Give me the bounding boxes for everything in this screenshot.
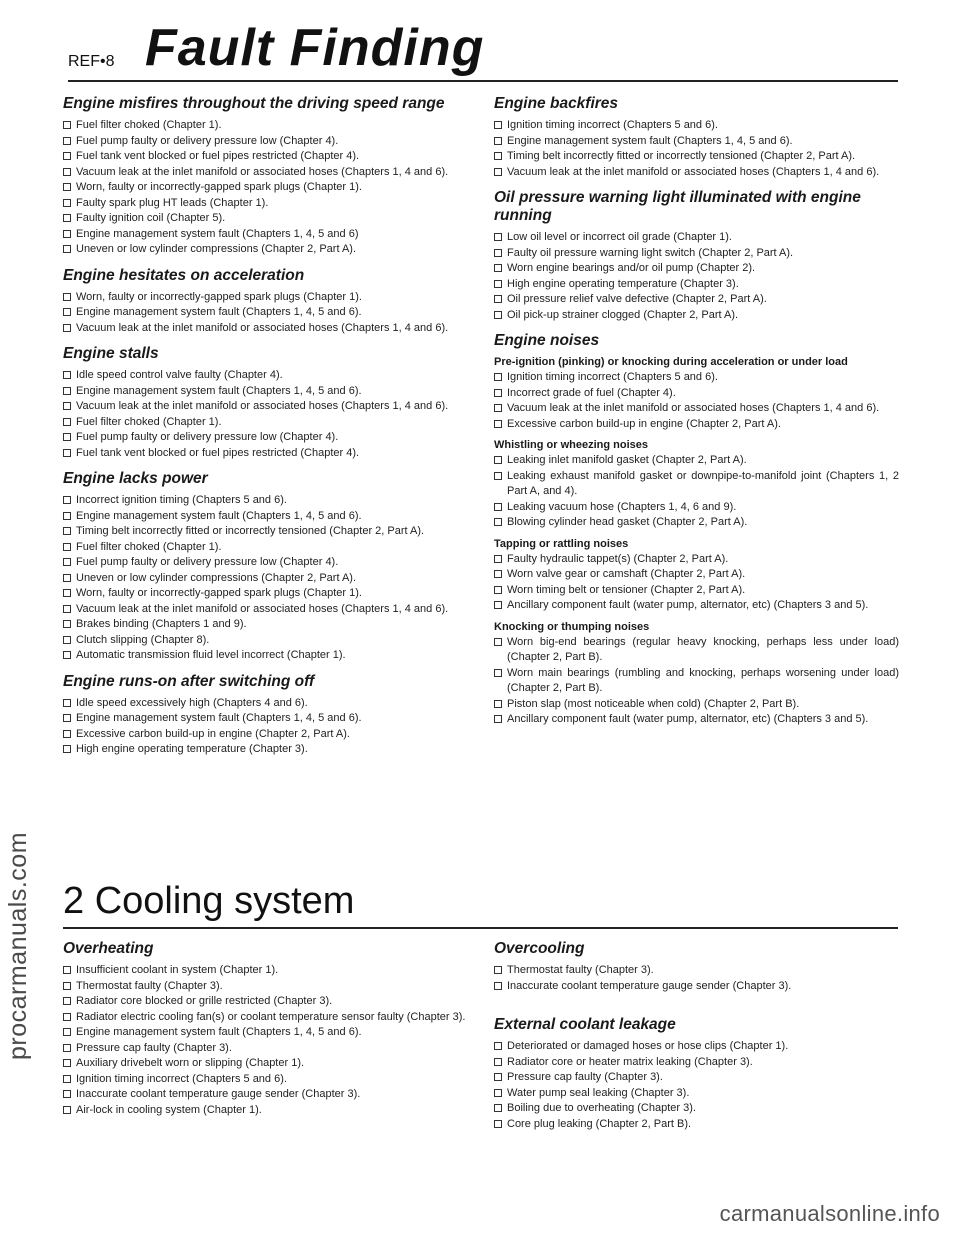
- item-text: Uneven or low cylinder compressions (Chapter 2, Part A).: [76, 243, 357, 255]
- checkbox-icon: [63, 418, 71, 426]
- item-text: Leaking exhaust manifold gasket or downpipe-to-manifold joint (Chapters 1, 2 Part A, and 4).: [507, 469, 899, 497]
- checklist: [494, 453, 899, 531]
- checkbox-icon: [63, 214, 71, 222]
- checkbox-icon: [63, 620, 71, 628]
- checklist-item: [494, 292, 899, 308]
- cooling-right-column: [494, 940, 899, 1132]
- item-text: Pressure cap faulty (Chapter 3).: [507, 1071, 663, 1083]
- checkbox-icon: [494, 121, 502, 129]
- section-runs-on: [63, 673, 468, 758]
- checklist: [494, 370, 899, 432]
- item-text: Ignition timing incorrect (Chapters 5 and 6).: [76, 1072, 287, 1085]
- item-text: Fuel pump faulty or delivery pressure low (Chapter 4).: [76, 134, 339, 147]
- checklist-item: [63, 979, 468, 995]
- checkbox-icon: [494, 280, 502, 288]
- section-lacks-power: [63, 470, 468, 664]
- item-text: Core plug leaking (Chapter 2, Part B).: [507, 1117, 692, 1130]
- section-hesitates: [63, 267, 468, 337]
- item-text: Worn, faulty or incorrectly-gapped spark plugs (Chapter 1).: [76, 587, 362, 599]
- checklist-item: [63, 1087, 468, 1103]
- checklist-item: [63, 1072, 468, 1088]
- checkbox-icon: [494, 982, 502, 990]
- checklist-item: [63, 305, 468, 321]
- checkbox-icon: [63, 605, 71, 613]
- checklist-item: [63, 648, 468, 664]
- checkbox-icon: [63, 496, 71, 504]
- item-text: Worn main bearings (rumbling and knocking, perhaps worsening under load) (Chapter 2, Part B).: [507, 666, 899, 694]
- checklist-item: [494, 1070, 899, 1086]
- section-overcooling: [494, 940, 899, 994]
- checklist-item: [63, 509, 468, 525]
- item-text: Worn timing belt or tensioner (Chapter 2, Part A).: [507, 583, 746, 596]
- checklist-item: [494, 165, 899, 181]
- checklist-item: [494, 963, 899, 979]
- item-text: Fuel filter choked (Chapter 1).: [76, 119, 222, 131]
- item-text: Leaking inlet manifold gasket (Chapter 2, Part A).: [507, 454, 747, 466]
- checkbox-icon: [494, 1042, 502, 1050]
- checkbox-icon: [494, 555, 502, 563]
- checklist-item: [494, 401, 899, 417]
- header-rule: [68, 80, 898, 82]
- item-text: Brakes binding (Chapters 1 and 9).: [76, 618, 247, 630]
- item-text: Fuel tank vent blocked or fuel pipes restricted (Chapter 4).: [76, 446, 360, 459]
- checklist-item: [63, 742, 468, 758]
- checkbox-icon: [494, 389, 502, 397]
- checklist-item: [494, 666, 899, 697]
- item-text: Worn big-end bearings (regular heavy knocking, perhaps less under load) (Chapter 2, Part B).: [507, 635, 899, 663]
- checklist: [494, 118, 899, 180]
- checklist-item: [494, 552, 899, 568]
- item-text: Excessive carbon build-up in engine (Chapter 2, Part A).: [507, 417, 781, 430]
- checkbox-icon: [63, 387, 71, 395]
- checkbox-icon: [494, 638, 502, 646]
- item-text: Timing belt incorrectly fitted or incorrectly tensioned (Chapter 2, Part A).: [507, 150, 856, 162]
- checklist-item: [63, 727, 468, 743]
- checkbox-icon: [494, 264, 502, 272]
- checkbox-icon: [63, 589, 71, 597]
- checklist-item: [494, 246, 899, 262]
- checklist-item: [63, 540, 468, 556]
- item-text: Automatic transmission fluid level incorrect (Chapter 1).: [76, 649, 346, 661]
- checkbox-icon: [63, 230, 71, 238]
- checkbox-icon: [494, 586, 502, 594]
- item-text: Idle speed control valve faulty (Chapter 4).: [76, 369, 283, 381]
- checklist: [63, 118, 468, 258]
- section-misfires: [63, 95, 468, 258]
- item-text: Vacuum leak at the inlet manifold or associated hoses (Chapters 1, 4 and 6).: [76, 602, 449, 615]
- section-heading: Engine runs-on after switching off: [63, 672, 315, 690]
- checkbox-icon: [494, 518, 502, 526]
- checklist-item: [494, 635, 899, 666]
- checklist-item: [494, 370, 899, 386]
- item-text: Worn valve gear or camshaft (Chapter 2, Part A).: [507, 568, 746, 580]
- item-text: Worn, faulty or incorrectly-gapped spark plugs (Chapter 1).: [76, 290, 362, 303]
- item-text: Ancillary component fault (water pump, alternator, etc) (Chapters 3 and 5).: [507, 713, 869, 725]
- checklist-item: [63, 368, 468, 384]
- checklist: [494, 635, 899, 728]
- checkbox-icon: [63, 433, 71, 441]
- checkbox-icon: [63, 449, 71, 457]
- checkbox-icon: [494, 168, 502, 176]
- checkbox-icon: [63, 558, 71, 566]
- checkbox-icon: [494, 373, 502, 381]
- section-heading: Engine lacks power: [63, 470, 208, 487]
- side-watermark: procarmanuals.com: [4, 831, 32, 1060]
- checklist: [494, 963, 899, 994]
- section-heading: Oil pressure warning light illuminated with engine running: [494, 189, 861, 224]
- item-text: Ignition timing incorrect (Chapters 5 and 6).: [507, 371, 718, 383]
- checkbox-icon: [63, 168, 71, 176]
- checklist-item: [63, 134, 468, 150]
- checkbox-icon: [494, 404, 502, 412]
- item-text: Faulty hydraulic tappet(s) (Chapter 2, Part A).: [507, 552, 729, 565]
- section-heading: Engine stalls: [63, 345, 159, 362]
- checkbox-icon: [63, 402, 71, 410]
- item-text: Fuel pump faulty or delivery pressure low (Chapter 4).: [76, 431, 339, 443]
- checkbox-icon: [63, 745, 71, 753]
- checkbox-icon: [63, 293, 71, 301]
- checklist-item: [63, 1056, 468, 1072]
- checklist-item: [63, 1010, 468, 1026]
- checklist-item: [63, 555, 468, 571]
- checkbox-icon: [63, 137, 71, 145]
- item-text: Pressure cap faulty (Chapter 3).: [76, 1041, 232, 1054]
- right-column: [494, 95, 899, 728]
- checklist-item: [494, 261, 899, 277]
- checklist: [63, 368, 468, 461]
- checkbox-icon: [63, 324, 71, 332]
- item-text: Fuel tank vent blocked or fuel pipes restricted (Chapter 4).: [76, 150, 360, 162]
- checkbox-icon: [63, 1075, 71, 1083]
- item-text: Air-lock in cooling system (Chapter 1).: [76, 1103, 262, 1116]
- checkbox-icon: [63, 1106, 71, 1114]
- checklist: [63, 493, 468, 664]
- item-text: Radiator electric cooling fan(s) or coolant temperature sensor faulty (Chapter 3).: [76, 1010, 466, 1023]
- checkbox-icon: [63, 1028, 71, 1036]
- item-text: Excessive carbon build-up in engine (Chapter 2, Part A).: [76, 727, 350, 740]
- item-text: Ignition timing incorrect (Chapters 5 and 6).: [507, 119, 718, 131]
- checkbox-icon: [63, 308, 71, 316]
- checklist-item: [494, 1117, 899, 1133]
- checkbox-icon: [63, 1059, 71, 1067]
- checklist-item: [63, 415, 468, 431]
- item-text: Low oil level or incorrect oil grade (Chapter 1).: [507, 231, 732, 243]
- item-text: Fuel filter choked (Chapter 1).: [76, 540, 222, 553]
- checklist-item: [63, 430, 468, 446]
- checklist-item: [63, 524, 468, 540]
- section-oil-pressure: [494, 189, 899, 323]
- checklist-item: [63, 602, 468, 618]
- item-text: Incorrect grade of fuel (Chapter 4).: [507, 386, 676, 399]
- item-text: Auxiliary drivebelt worn or slipping (Chapter 1).: [76, 1057, 305, 1069]
- checklist-item: [63, 165, 468, 181]
- item-text: Deteriorated or damaged hoses or hose clips (Chapter 1).: [507, 1040, 789, 1052]
- checkbox-icon: [63, 651, 71, 659]
- checklist-item: [63, 711, 468, 727]
- checkbox-icon: [63, 527, 71, 535]
- checklist-item: [63, 321, 468, 337]
- checklist-item: [63, 586, 468, 602]
- item-text: Piston slap (most noticeable when cold) (Chapter 2, Part B).: [507, 697, 800, 710]
- checkbox-icon: [494, 137, 502, 145]
- item-text: Inaccurate coolant temperature gauge sender (Chapter 3).: [76, 1088, 361, 1100]
- item-text: Clutch slipping (Chapter 8).: [76, 633, 210, 646]
- item-text: Oil pick-up strainer clogged (Chapter 2, Part A).: [507, 308, 739, 321]
- cooling-rule: [63, 927, 898, 929]
- checklist-item: [494, 567, 899, 583]
- checklist-item: [494, 583, 899, 599]
- checkbox-icon: [494, 966, 502, 974]
- checklist-item: [494, 277, 899, 293]
- checkbox-icon: [63, 699, 71, 707]
- item-text: Thermostat faulty (Chapter 3).: [76, 979, 223, 992]
- item-text: Engine management system fault (Chapters 1, 4, 5 and 6).: [76, 384, 362, 397]
- checkbox-icon: [494, 152, 502, 160]
- item-text: Engine management system fault (Chapters 1, 4, 5 and 6).: [76, 306, 362, 318]
- item-text: Water pump seal leaking (Chapter 3).: [507, 1086, 690, 1099]
- checklist-item: [63, 227, 468, 243]
- page-title: Fault Finding: [145, 19, 485, 77]
- item-text: Vacuum leak at the inlet manifold or associated hoses (Chapters 1, 4 and 6).: [76, 321, 449, 334]
- section-heading: Engine hesitates on acceleration: [63, 266, 305, 284]
- item-text: High engine operating temperature (Chapter 3).: [76, 743, 308, 755]
- section-coolant-leakage: [494, 1016, 899, 1132]
- item-text: Faulty ignition coil (Chapter 5).: [76, 212, 226, 224]
- checklist: [494, 230, 899, 323]
- checklist-item: [494, 386, 899, 402]
- checkbox-icon: [494, 1073, 502, 1081]
- section-engine-noises: [494, 332, 899, 728]
- item-text: Engine management system fault (Chapters 1, 4, 5 and 6): [76, 227, 359, 240]
- item-text: Vacuum leak at the inlet manifold or associated hoses (Chapters 1, 4 and 6).: [76, 400, 449, 412]
- checklist-item: [63, 571, 468, 587]
- item-text: Thermostat faulty (Chapter 3).: [507, 964, 654, 976]
- checkbox-icon: [494, 700, 502, 708]
- checklist-item: [63, 1103, 468, 1119]
- checklist: [63, 963, 468, 1118]
- checklist-item: [494, 308, 899, 324]
- checkbox-icon: [63, 543, 71, 551]
- checkbox-icon: [494, 715, 502, 723]
- checklist-item: [494, 1055, 899, 1071]
- checklist-item: [63, 149, 468, 165]
- checkbox-icon: [63, 714, 71, 722]
- item-text: Worn engine bearings and/or oil pump (Chapter 2).: [507, 262, 756, 274]
- checklist-item: [63, 118, 468, 134]
- item-text: Engine management system fault (Chapters 1, 4, 5 and 6).: [76, 1026, 362, 1038]
- section-heading: Engine misfires throughout the driving speed range: [63, 95, 445, 112]
- checkbox-icon: [63, 1013, 71, 1021]
- checklist-item: [494, 453, 899, 469]
- item-text: Vacuum leak at the inlet manifold or associated hoses (Chapters 1, 4 and 6).: [507, 402, 880, 414]
- item-text: Fuel filter choked (Chapter 1).: [76, 415, 222, 428]
- left-column: [63, 95, 468, 758]
- section-heading: External coolant leakage: [494, 1016, 676, 1033]
- section-stalls: [63, 345, 468, 461]
- checklist-item: [63, 180, 468, 196]
- checkbox-icon: [494, 1120, 502, 1128]
- page-reference: REF•8: [68, 53, 115, 70]
- checkbox-icon: [63, 512, 71, 520]
- checklist-item: [494, 598, 899, 614]
- checkbox-icon: [63, 371, 71, 379]
- checklist-item: [63, 963, 468, 979]
- checklist-item: [494, 469, 899, 500]
- item-text: Ancillary component fault (water pump, alternator, etc) (Chapters 3 and 5).: [507, 599, 869, 611]
- checklist-item: [494, 118, 899, 134]
- item-text: Faulty oil pressure warning light switch (Chapter 2, Part A).: [507, 246, 794, 259]
- checklist-item: [63, 1025, 468, 1041]
- item-text: Fuel pump faulty or delivery pressure low (Chapter 4).: [76, 556, 339, 568]
- checklist: [63, 696, 468, 758]
- item-text: Blowing cylinder head gasket (Chapter 2, Part A).: [507, 516, 748, 528]
- checklist: [494, 1039, 899, 1132]
- footer-watermark: carmanualsonline.info: [719, 1201, 940, 1226]
- item-text: Uneven or low cylinder compressions (Chapter 2, Part A).: [76, 571, 357, 584]
- checkbox-icon: [494, 295, 502, 303]
- checklist-item: [63, 446, 468, 462]
- checklist-item: [494, 515, 899, 531]
- item-text: Inaccurate coolant temperature gauge sender (Chapter 3).: [507, 979, 792, 992]
- checkbox-icon: [63, 574, 71, 582]
- item-text: Incorrect ignition timing (Chapters 5 and 6).: [76, 494, 287, 506]
- checkbox-icon: [63, 730, 71, 738]
- checklist: [63, 290, 468, 337]
- checklist-item: [494, 1101, 899, 1117]
- group-heading: Pre-ignition (pinking) or knocking during acceleration or under load: [494, 356, 848, 368]
- checklist-item: [494, 417, 899, 433]
- item-text: Worn, faulty or incorrectly-gapped spark plugs (Chapter 1).: [76, 181, 362, 193]
- section-heading: Overcooling: [494, 940, 585, 957]
- checkbox-icon: [494, 1089, 502, 1097]
- checklist-item: [63, 696, 468, 712]
- checkbox-icon: [494, 311, 502, 319]
- checklist-item: [63, 617, 468, 633]
- checkbox-icon: [63, 997, 71, 1005]
- checklist-item: [494, 134, 899, 150]
- checklist-item: [63, 384, 468, 400]
- checkbox-icon: [63, 982, 71, 990]
- item-text: Vacuum leak at the inlet manifold or associated hoses (Chapters 1, 4 and 6).: [76, 165, 449, 178]
- group-heading: Whistling or wheezing noises: [494, 439, 649, 451]
- checklist-item: [63, 399, 468, 415]
- item-text: Engine management system fault (Chapters 1, 4, 5 and 6).: [76, 509, 362, 522]
- checkbox-icon: [63, 636, 71, 644]
- checklist-item: [63, 493, 468, 509]
- cooling-section-title: 2 Cooling system: [63, 880, 355, 922]
- checkbox-icon: [494, 456, 502, 464]
- item-text: Leaking vacuum hose (Chapters 1, 4, 6 and 9).: [507, 500, 737, 513]
- item-text: Timing belt incorrectly fitted or incorrectly tensioned (Chapter 2, Part A).: [76, 525, 425, 537]
- checkbox-icon: [63, 1090, 71, 1098]
- section-heading: Overheating: [63, 940, 154, 957]
- checklist-item: [494, 979, 899, 995]
- checklist-item: [494, 1039, 899, 1055]
- section-backfires: [494, 95, 899, 180]
- checkbox-icon: [494, 1058, 502, 1066]
- checkbox-icon: [494, 503, 502, 511]
- checkbox-icon: [494, 1104, 502, 1112]
- checkbox-icon: [63, 199, 71, 207]
- checkbox-icon: [63, 1044, 71, 1052]
- group-heading: Tapping or rattling noises: [494, 537, 629, 550]
- section-overheating: [63, 940, 468, 1118]
- checklist-item: [63, 994, 468, 1010]
- checkbox-icon: [494, 249, 502, 257]
- checkbox-icon: [494, 669, 502, 677]
- checklist-item: [494, 712, 899, 728]
- checklist-item: [494, 697, 899, 713]
- section-heading: Engine backfires: [494, 95, 619, 112]
- checkbox-icon: [63, 152, 71, 160]
- checklist-item: [494, 230, 899, 246]
- checkbox-icon: [63, 183, 71, 191]
- item-text: Insufficient coolant in system (Chapter 1).: [76, 964, 279, 976]
- checklist-item: [63, 1041, 468, 1057]
- page-header: [68, 20, 898, 82]
- checklist-item: [63, 196, 468, 212]
- cooling-left-column: [63, 940, 468, 1118]
- checkbox-icon: [494, 420, 502, 428]
- checkbox-icon: [63, 966, 71, 974]
- checkbox-icon: [494, 601, 502, 609]
- checkbox-icon: [63, 121, 71, 129]
- item-text: Engine management system fault (Chapters 1, 4, 5 and 6).: [76, 712, 362, 724]
- item-text: Radiator core blocked or grille restricted (Chapter 3).: [76, 995, 333, 1007]
- item-text: Engine management system fault (Chapters 1, 4, 5 and 6).: [507, 134, 793, 147]
- checklist-item: [63, 211, 468, 227]
- item-text: Idle speed excessively high (Chapters 4 and 6).: [76, 696, 308, 709]
- checklist-item: [494, 149, 899, 165]
- group-heading: Knocking or thumping noises: [494, 620, 650, 633]
- item-text: Faulty spark plug HT leads (Chapter 1).: [76, 196, 269, 209]
- checklist-item: [63, 290, 468, 306]
- item-text: High engine operating temperature (Chapter 3).: [507, 277, 739, 290]
- checklist-item: [63, 242, 468, 258]
- checklist-item: [494, 500, 899, 516]
- checklist: [494, 552, 899, 614]
- checkbox-icon: [494, 570, 502, 578]
- item-text: Oil pressure relief valve defective (Chapter 2, Part A).: [507, 293, 767, 305]
- checkbox-icon: [63, 245, 71, 253]
- section-heading: Engine noises: [494, 332, 600, 349]
- item-text: Vacuum leak at the inlet manifold or associated hoses (Chapters 1, 4 and 6).: [507, 165, 880, 178]
- checkbox-icon: [494, 233, 502, 241]
- checkbox-icon: [494, 472, 502, 480]
- checklist-item: [494, 1086, 899, 1102]
- item-text: Boiling due to overheating (Chapter 3).: [507, 1102, 696, 1114]
- item-text: Radiator core or heater matrix leaking (Chapter 3).: [507, 1055, 753, 1068]
- checklist-item: [63, 633, 468, 649]
